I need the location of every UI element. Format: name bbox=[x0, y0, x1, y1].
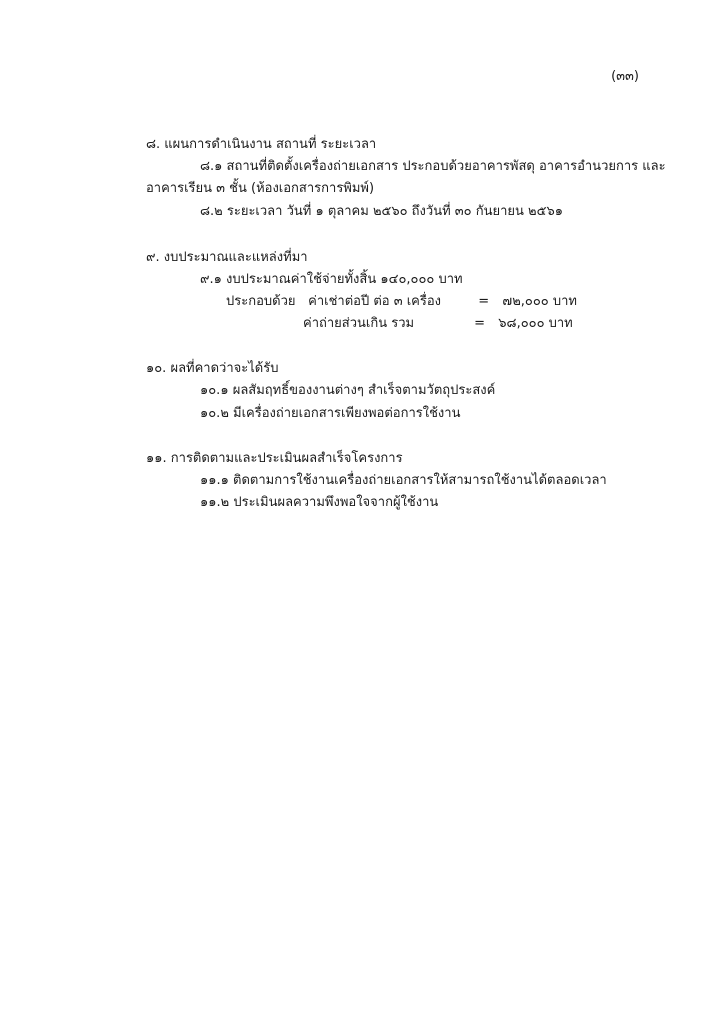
budget-row-equals: = bbox=[474, 316, 486, 331]
section-10-item-2: ๑๐.๒ มีเครื่องถ่ายเอกสารเพียงพอต่อการใช้งาน bbox=[200, 406, 461, 421]
budget-row-amount: ๗๒,๐๐๐ บาท bbox=[502, 294, 577, 309]
budget-row-label: ค่าถ่ายส่วนเกิน รวม bbox=[303, 316, 415, 331]
budget-row-label: ค่าเช่าต่อปี ต่อ ๓ เครื่อง bbox=[308, 294, 442, 309]
budget-row-excess bbox=[303, 315, 573, 333]
section-11-heading: ๑๑. การติดตามและประเมินผลสำเร็จโครงการ bbox=[146, 451, 403, 466]
page-number: (๓๓) bbox=[611, 69, 639, 84]
section-8-item-1-line-1: ๘.๑ สถานที่ติดตั้งเครื่องถ่ายเอกสาร ประกอบด้วยอาคารพัสดุ อาคารอำนวยการ และ bbox=[200, 159, 666, 174]
section-10-item-1: ๑๐.๑ ผลสัมฤทธิ์ของงานต่างๆ สำเร็จตามวัตถุประสงค์ bbox=[200, 383, 496, 398]
section-11-item-1: ๑๑.๑ ติดตามการใช้งานเครื่องถ่ายเอกสารให้สามารถใช้งานได้ตลอดเวลา bbox=[200, 473, 607, 488]
budget-row-rent bbox=[226, 293, 577, 311]
budget-row-amount: ๖๘,๐๐๐ บาท bbox=[498, 316, 573, 331]
section-8-item-1-line-2: อาคารเรียน ๓ ชั้น (ห้องเอกสารการพิมพ์) bbox=[146, 181, 375, 196]
budget-row-equals: = bbox=[478, 294, 490, 309]
section-8-heading: ๘. แผนการดำเนินงาน สถานที่ ระยะเวลา bbox=[146, 137, 377, 152]
budget-row-prefix: ประกอบด้วย bbox=[226, 294, 296, 309]
section-9-heading: ๙. งบประมาณและแหล่งที่มา bbox=[146, 250, 308, 265]
section-8-item-2: ๘.๒ ระยะเวลา วันที่ ๑ ตุลาคม ๒๕๖๐ ถึงวันที่ ๓๐ กันยายน ๒๕๖๑ bbox=[200, 204, 563, 219]
section-11-item-2: ๑๑.๒ ประเมินผลความพึงพอใจจากผู้ใช้งาน bbox=[200, 495, 439, 510]
section-10-heading: ๑๐. ผลที่คาดว่าจะได้รับ bbox=[146, 361, 279, 376]
section-9-item-1: ๙.๑ งบประมาณค่าใช้จ่ายทั้งสิ้น ๑๔๐,๐๐๐ บาท bbox=[200, 272, 463, 287]
